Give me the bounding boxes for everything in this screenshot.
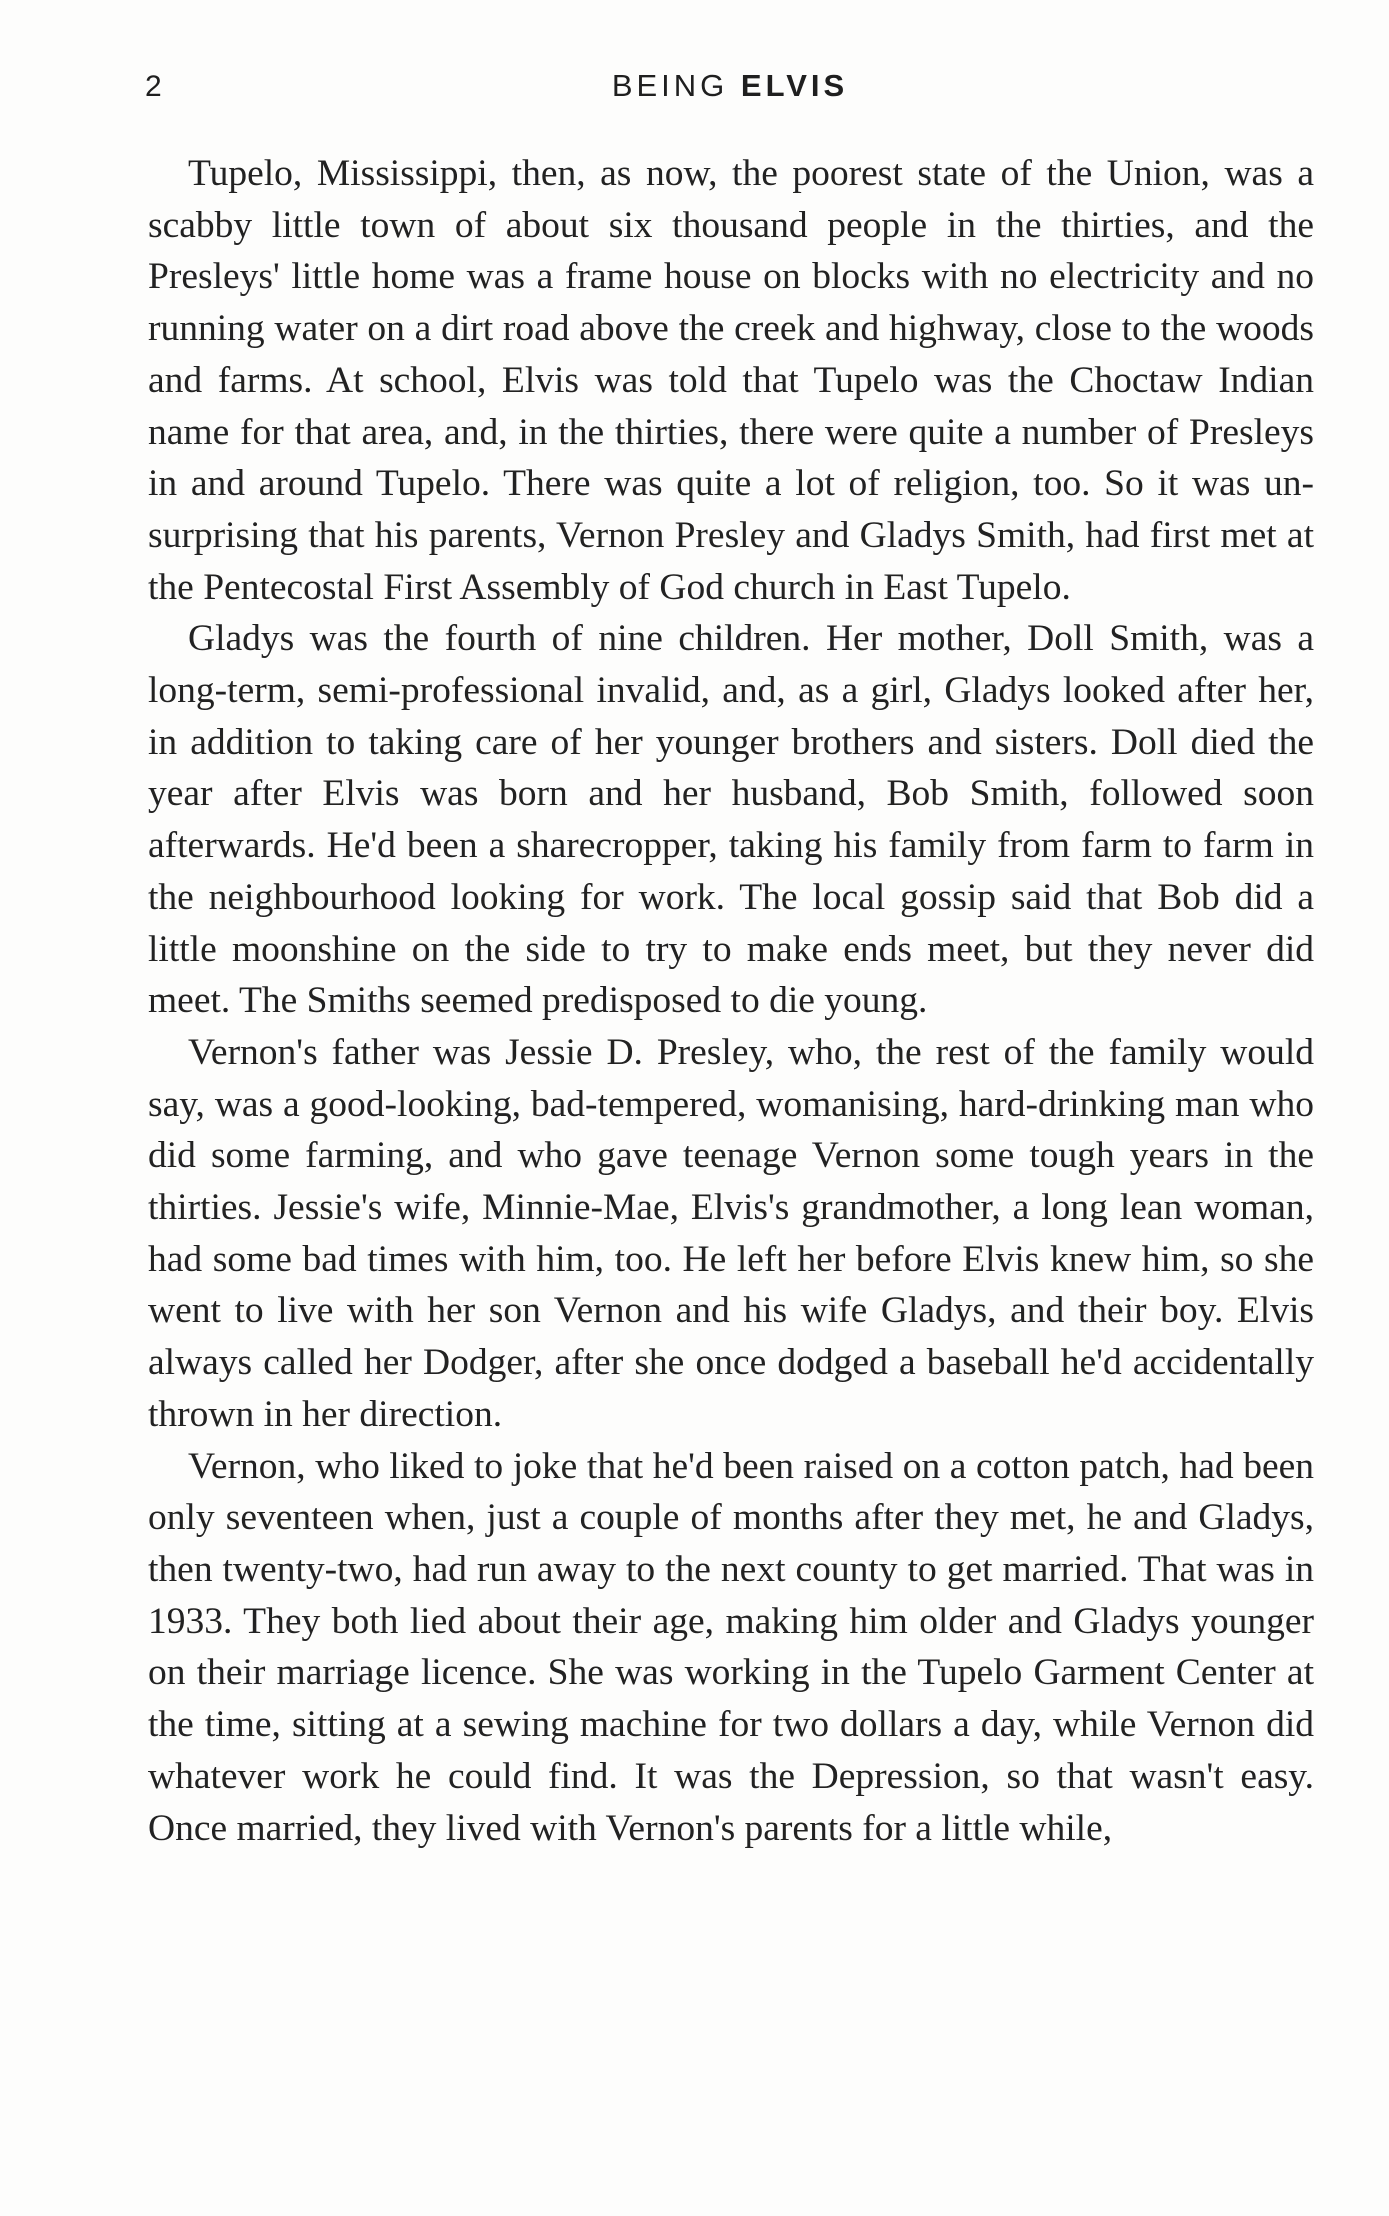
body-text: [148, 148, 1314, 1854]
running-head-title: ELVIS: [740, 68, 849, 103]
paragraph-3: Vernon's father was Jessie D. Presley, who, the rest of the family would say, was a good-looking, bad-tempered, womanising, hard-drinking man who did some farming, and who gave teenage Vernon some tough years in the thirties. Jessie's wife, Minnie-Mae, Elvis's grandmother, a long lean woman, had some bad times with him, too. He left her before Elvis knew him, so she went to live with her son Vernon and his wife Gladys, and their boy. Elvis always called her Dodger, after she once dodged a baseball he'd accidentally thrown in her direction.: [148, 1031, 1314, 1435]
paragraph-1: Tupelo, Mississippi, then, as now, the poorest state of the Union, was a scabby little town of about six thousand people in the thirties, and the Presleys' little home was a frame house on blocks with no electricity and no running water on a dirt road above the creek and highway, close to the woods and farms. At school, Elvis was told that Tupelo was the Choctaw Indian name for that area, and, in the thirties, there were quite a number of Presleys in and around Tupelo. There was quite a lot of religion, too. So it was unsurprising that his parents, Vernon Presley and Gladys Smith, had first met at the Pentecostal First Assembly of God church in East Tupelo.: [148, 153, 1314, 608]
page-header: [145, 64, 1315, 112]
page-number: 2: [145, 70, 162, 103]
running-head-prefix: BEING: [611, 68, 729, 103]
paragraph-4: Vernon, who liked to joke that he'd been raised on a cotton patch, had been only seventeen when, just a couple of months after they met, he and Gladys, then twenty-two, had run away to the next county to get married. That was in 1933. They both lied about their age, making him older and Gladys younger on their marriage licence. She was working in the Tupelo Garment Center at the time, sitting at a sewing machine for two dollars a day, while Vernon did whatever work he could find. It was the Depression, so that wasn't easy. Once married, they lived with Vernon's parents for a little while,: [148, 1445, 1314, 1849]
paragraph-2: Gladys was the fourth of nine children. Her mother, Doll Smith, was a long-term, semi-professional invalid, and, as a girl, Gladys looked after her, in addition to taking care of her younger brothers and sisters. Doll died the year after Elvis was born and her husband, Bob Smith, followed soon afterwards. He'd been a sharecropper, taking his family from farm to farm in the neighbourhood looking for work. The local gossip said that Bob did a little moonshine on the side to try to make ends meet, but they never did meet. The Smiths seemed predisposed to die young.: [148, 618, 1314, 1022]
running-head: [145, 68, 1315, 104]
